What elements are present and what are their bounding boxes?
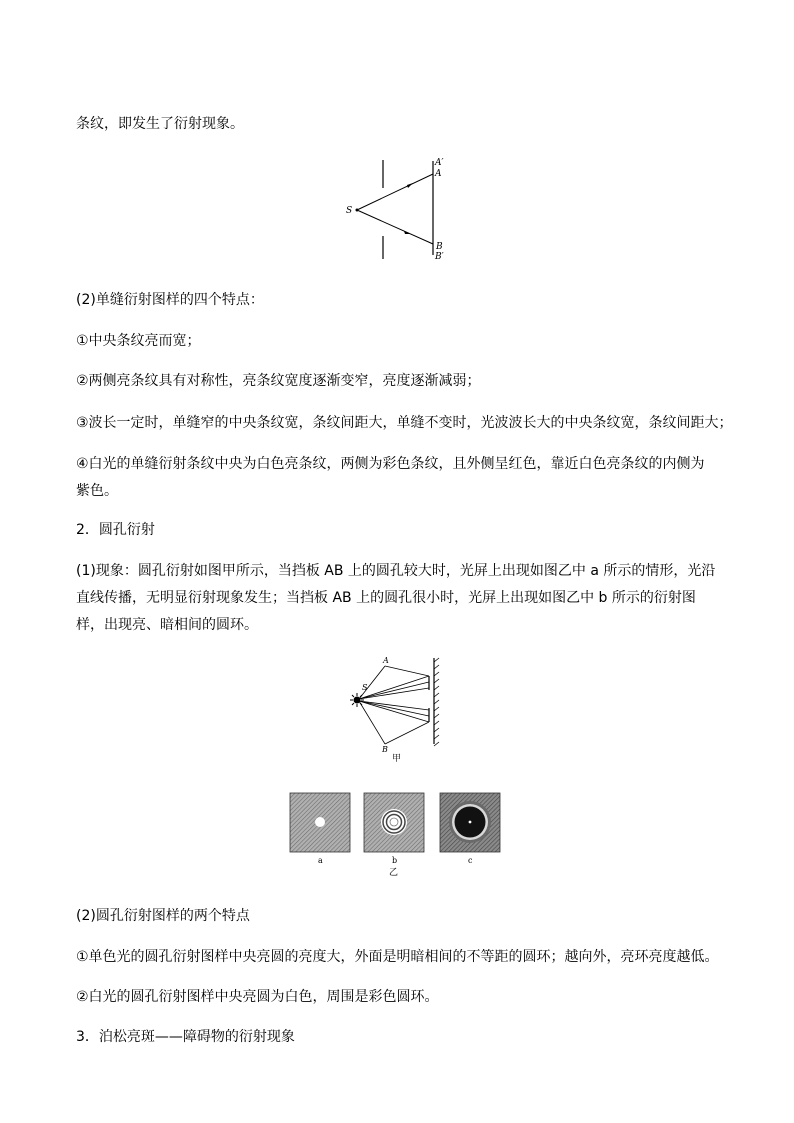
- label-s: S: [346, 206, 353, 216]
- section-heading-2: 2．圆孔衍射: [76, 522, 155, 538]
- label-b: B: [382, 745, 388, 754]
- label-a-prime: A′: [435, 158, 444, 168]
- figure-caption-jia: 甲: [392, 754, 402, 764]
- label-s: S: [362, 683, 368, 692]
- paragraph-5: ③波长一定时，单缝窄的中央条纹宽，条纹间距大，单缝不变时，光波波长大的中央条纹宽，条纹间距大；: [76, 415, 733, 431]
- lower-ray-fan: [359, 701, 429, 744]
- wall-hatching: [434, 658, 439, 746]
- label-b: B: [436, 242, 443, 252]
- paragraph-11: ②白光的圆孔衍射图样中央亮圆为白色，周围是彩色圆环。: [76, 989, 439, 1005]
- paragraph-1: 条纹，即发生了衍射现象。: [76, 116, 244, 132]
- label-a: A: [435, 169, 442, 179]
- panel-label-b: b: [392, 856, 398, 865]
- paragraph-4: ②两侧亮条纹具有对称性，亮条纹宽度逐渐变窄，亮度逐渐减弱；: [76, 373, 481, 389]
- label-b-prime: B′: [435, 252, 444, 262]
- paragraph-6: ④白光的单缝衍射条纹中央为白色亮条纹，两侧为彩色条纹，且外侧呈红色，靠近白色亮条纹的内侧为紫色。: [76, 456, 705, 499]
- source-point: [356, 209, 359, 212]
- paragraph-2: (2)单缝衍射图样的四个特点：: [76, 292, 264, 308]
- pattern-panel-b: [364, 793, 424, 852]
- pattern-panel-a: [290, 793, 350, 852]
- upper-ray-fan: [359, 666, 429, 699]
- panel-label-a: a: [318, 856, 323, 865]
- label-a: A: [383, 656, 389, 665]
- single-slit-diagram: [340, 156, 460, 266]
- arrow-upper-icon: [407, 183, 413, 188]
- ray-upper: [357, 174, 433, 210]
- pattern-panel-c: [440, 793, 500, 852]
- diffraction-patterns-figure: [285, 790, 510, 880]
- light-source-icon: [350, 693, 364, 707]
- arrow-lower-icon: [404, 231, 410, 234]
- section-heading-3: 3．泊松亮斑——障碍物的衍射现象: [76, 1029, 295, 1045]
- figure-caption-yi: 乙: [389, 868, 399, 878]
- panel-label-c: c: [468, 856, 473, 865]
- paragraph-8: (1)现象：圆孔衍射如图甲所示，当挡板 AB 上的圆孔较大时，光屏上出现如图乙中 a 所示的情形，光沿直线传播，无明显衍射现象发生；当挡板 AB 上的圆孔很小时，光屏上出现如图乙中 b 所示的衍射图样，出现亮、暗相间的圆环。: [76, 563, 716, 633]
- paragraph-9: (2)圆孔衍射图样的两个特点: [76, 908, 250, 924]
- circular-hole-setup-diagram: [345, 652, 455, 764]
- ray-lower: [357, 210, 433, 244]
- paragraph-10: ①单色光的圆孔衍射图样中央亮圆的亮度大，外面是明暗相间的不等距的圆环；越向外，亮环亮度越低。: [76, 949, 719, 965]
- paragraph-3: ①中央条纹亮而宽；: [76, 333, 201, 349]
